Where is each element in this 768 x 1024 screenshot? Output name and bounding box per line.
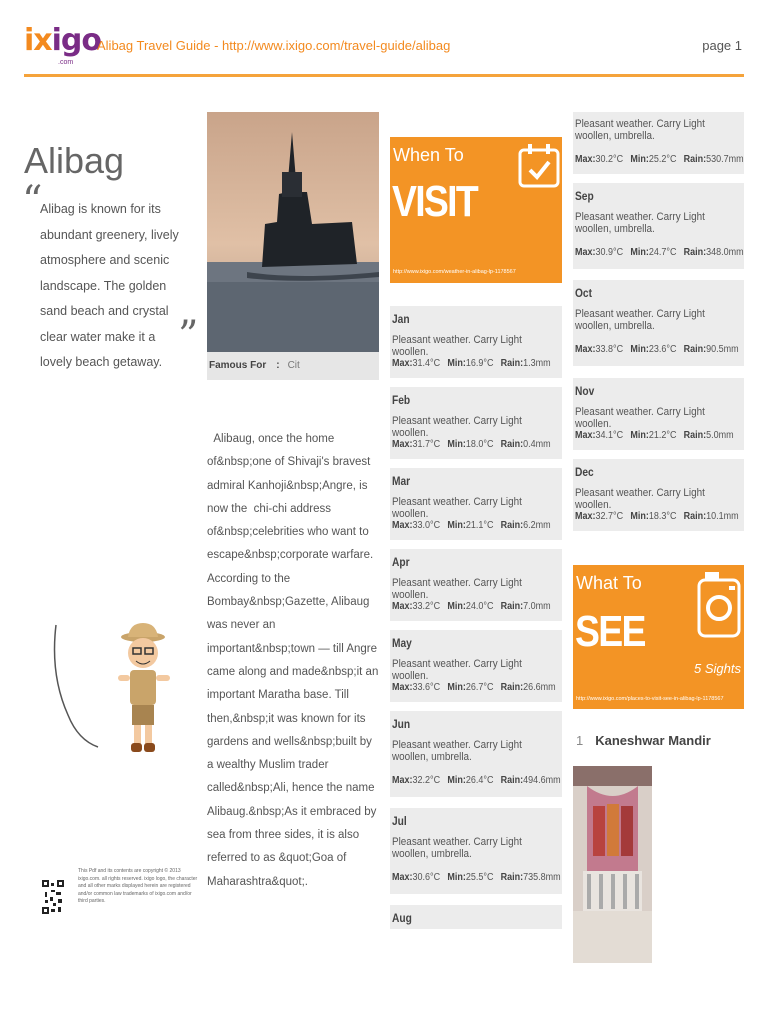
weather-month-feb xyxy=(390,387,562,459)
logo-sub: .com xyxy=(58,59,74,66)
month-name: Aug xyxy=(392,911,412,925)
stat-rain: Rain:1.3mm xyxy=(500,358,551,369)
month-stats xyxy=(392,775,568,786)
see-url[interactable]: http://www.ixigo.com/places-to-visit-see-in-alibag-lp-1178567 xyxy=(576,696,724,702)
stat-min: Min:26.4°C xyxy=(447,775,494,786)
month-stats xyxy=(575,154,751,165)
famous-for-bar xyxy=(207,352,379,380)
stat-min: Min:26.7°C xyxy=(447,682,494,693)
city-title: Alibag xyxy=(24,140,125,181)
weather-month-jun xyxy=(390,711,562,797)
month-stats xyxy=(392,872,568,883)
month-advice: Pleasant weather. Carry Light woollen. xyxy=(392,334,522,358)
visit-url[interactable]: http://www.ixigo.com/weather-in-alibag-lp-1178567 xyxy=(393,269,516,275)
weather-month-aug xyxy=(390,905,562,929)
temple-photo xyxy=(573,766,652,963)
stat-max: Max:33.6°C xyxy=(392,682,441,693)
copyright-notice: This Pdf and its contents are copyright © 2013 ixigo.com. all rights reserved. ixigo logo, the character and all other marks displayed herein are registered and/or common law trademarks of ixigo.com and/or third parties. xyxy=(78,868,198,904)
famous-for-value: Cit xyxy=(287,360,300,371)
month-name: Apr xyxy=(392,555,410,569)
stat-rain: Rain:735.8mm xyxy=(500,872,561,883)
stat-max: Max:30.6°C xyxy=(392,872,441,883)
month-advice: Pleasant weather. Carry Light woollen. xyxy=(392,577,522,601)
stat-max: Max:30.9°C xyxy=(575,247,624,258)
stat-rain: Rain:90.5mm xyxy=(683,344,739,355)
stat-rain: Rain:530.7mm xyxy=(683,154,744,165)
weather-month-apr xyxy=(390,549,562,621)
stat-min: Min:18.0°C xyxy=(447,439,494,450)
stat-rain: Rain:0.4mm xyxy=(500,439,551,450)
qr-code-icon[interactable] xyxy=(42,880,64,914)
month-name: Nov xyxy=(575,384,595,398)
stat-max: Max:30.2°C xyxy=(575,154,624,165)
month-stats xyxy=(575,430,741,441)
ixigo-logo[interactable] xyxy=(24,23,102,70)
month-name: Jun xyxy=(392,717,411,731)
logo-text-a: ix xyxy=(24,23,52,58)
month-stats xyxy=(575,247,751,258)
explorer-mascot-illustration xyxy=(48,615,178,775)
camera-icon xyxy=(695,568,743,640)
stat-rain: Rain:494.6mm xyxy=(500,775,561,786)
stat-min: Min:24.7°C xyxy=(630,247,677,258)
month-name: Jul xyxy=(392,814,407,828)
logo-text-b: igo xyxy=(51,23,102,58)
weather-month-dec xyxy=(573,459,744,531)
sight-name: Kaneshwar Mandir xyxy=(595,733,711,748)
stat-min: Min:23.6°C xyxy=(630,344,677,355)
stat-rain: Rain:348.0mm xyxy=(683,247,744,258)
month-advice: Pleasant weather. Carry Light woollen, umbrella. xyxy=(392,739,522,763)
month-stats xyxy=(392,358,558,369)
month-stats xyxy=(575,344,746,355)
page-number: page 1 xyxy=(702,38,742,53)
sight-number: 1 xyxy=(576,733,584,748)
stat-max: Max:33.0°C xyxy=(392,520,441,531)
month-name: Oct xyxy=(575,286,593,300)
month-name: Dec xyxy=(575,465,594,479)
quote-close-icon: ” xyxy=(178,313,199,359)
weather-month-sep xyxy=(573,183,744,269)
famous-for-sep: : xyxy=(276,360,280,371)
month-advice: Pleasant weather. Carry Light woollen. xyxy=(392,415,522,439)
month-advice: Pleasant weather. Carry Light woollen, umbrella. xyxy=(575,118,705,142)
month-name: May xyxy=(392,636,412,650)
stat-rain: Rain:7.0mm xyxy=(500,601,551,612)
weather-month-aug-continued xyxy=(573,112,744,174)
stat-min: Min:21.1°C xyxy=(447,520,494,531)
visit-banner-big: VISIT xyxy=(392,177,478,226)
month-stats xyxy=(392,439,558,450)
weather-month-may xyxy=(390,630,562,702)
calendar-check-icon xyxy=(518,142,562,190)
sights-count: 5 Sights xyxy=(694,661,741,676)
month-name: Mar xyxy=(392,474,411,488)
stat-max: Max:34.1°C xyxy=(575,430,624,441)
month-stats xyxy=(575,511,746,522)
month-advice: Pleasant weather. Carry Light woollen, umbrella. xyxy=(575,211,705,235)
stat-rain: Rain:26.6mm xyxy=(500,682,556,693)
month-advice: Pleasant weather. Carry Light woollen, umbrella. xyxy=(392,836,522,860)
month-name: Sep xyxy=(575,189,594,203)
stat-max: Max:32.2°C xyxy=(392,775,441,786)
stat-rain: Rain:6.2mm xyxy=(500,520,551,531)
see-banner-small: What To xyxy=(576,573,642,593)
weather-month-nov xyxy=(573,378,744,450)
city-intro: Alibag is known for its abundant greenery, lively atmosphere and scenic landscape. The golden sand beach and crystal clear water make it a lovely beach getaway. xyxy=(40,202,179,369)
stat-rain: Rain:5.0mm xyxy=(683,430,734,441)
month-advice: Pleasant weather. Carry Light woollen. xyxy=(575,406,705,430)
weather-month-jan xyxy=(390,306,562,378)
month-advice: Pleasant weather. Carry Light woollen, umbrella. xyxy=(575,308,705,332)
guide-title[interactable]: Alibag Travel Guide - http://www.ixigo.com/travel-guide/alibag xyxy=(97,38,451,53)
quote-open-icon: “ xyxy=(22,178,43,224)
month-advice: Pleasant weather. Carry Light woollen. xyxy=(575,487,705,511)
city-description: Alibaug, once the home of&nbsp;one of Shivaji's bravest admiral Kanhoji&nbsp;Angre, is now the chi-chi address of&nbsp;celebrities who want to escape&nbsp;corporate warfare. According to the Bombay&nbsp;Gazette, Alibaug was never an important&nbsp;town — till Angre came along and made&nbsp;it an important Maratha base. Till then,&nbsp;it was known for its gardens and wells&nbsp;built by a wealthy Muslim trader called&nbsp;Ali, hence the name Alibaug.&nbsp;As it embraced by sea from three sides, it is also referred to as &quot;Goa of Maharashtra&quot;. xyxy=(207,433,382,888)
stat-min: Min:16.9°C xyxy=(447,358,494,369)
month-advice: Pleasant weather. Carry Light woollen. xyxy=(392,658,522,682)
see-banner-big: SEE xyxy=(575,607,645,656)
famous-for-label: Famous For xyxy=(209,360,267,371)
stat-min: Min:24.0°C xyxy=(447,601,494,612)
month-stats xyxy=(392,520,558,531)
stat-max: Max:31.4°C xyxy=(392,358,441,369)
month-advice: Pleasant weather. Carry Light woollen. xyxy=(392,496,522,520)
stat-max: Max:31.7°C xyxy=(392,439,441,450)
stat-max: Max:33.8°C xyxy=(575,344,624,355)
when-to-visit-banner[interactable] xyxy=(390,137,562,283)
header-divider xyxy=(24,74,744,77)
month-name: Feb xyxy=(392,393,411,407)
stat-max: Max:33.2°C xyxy=(392,601,441,612)
weather-month-mar xyxy=(390,468,562,540)
stat-min: Min:21.2°C xyxy=(630,430,677,441)
month-name: Jan xyxy=(392,312,410,326)
weather-month-oct xyxy=(573,280,744,366)
stat-rain: Rain:10.1mm xyxy=(683,511,739,522)
what-to-see-banner[interactable] xyxy=(573,565,744,709)
stat-min: Min:25.5°C xyxy=(447,872,494,883)
stat-min: Min:25.2°C xyxy=(630,154,677,165)
month-stats xyxy=(392,682,563,693)
sight-item[interactable] xyxy=(576,733,711,748)
visit-banner-small: When To xyxy=(393,145,464,165)
stat-max: Max:32.7°C xyxy=(575,511,624,522)
month-stats xyxy=(392,601,558,612)
weather-month-jul xyxy=(390,808,562,894)
ship-photo xyxy=(207,112,379,352)
stat-min: Min:18.3°C xyxy=(630,511,677,522)
